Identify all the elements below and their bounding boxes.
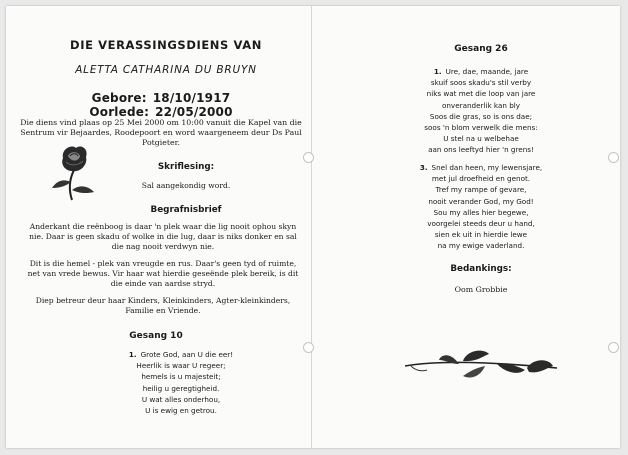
deceased-name: ALETTA CATHARINA DU BRUYN [75, 64, 257, 76]
scripture-heading: Skriflesing: [157, 162, 215, 172]
hymn-26-verse-1 [391, 66, 571, 156]
paragraph-line: Diep betreur deur haar Kinders, Kleinkinders, Agter-kleinkinders, [35, 296, 291, 305]
punch-hole [608, 342, 619, 353]
memorial-pamphlet [6, 6, 620, 448]
intro-line: Potgieter. [142, 138, 180, 147]
verse-line: Sou my alles hier begewe, [433, 207, 529, 217]
scripture-text: Sal aangekondig word. [141, 181, 231, 190]
verse-number: 1. [128, 350, 137, 359]
verse-line: sien ek uit in hierdie lewe [434, 230, 528, 240]
paragraph-line: Dit is die hemel - plek van vreugde en rus. Daar's geen tyd of ruimte, [29, 259, 297, 268]
life-dates [16, 91, 306, 119]
punch-hole [303, 152, 314, 163]
punch-hole [303, 342, 314, 353]
verse-line: Heerlik is waar U regeer; [136, 361, 226, 371]
burial-paragraph [20, 259, 306, 289]
verse-line: Tref my rampe of gevare, [435, 185, 527, 195]
verse-line: 1. Grote God, aan U die eer! [128, 350, 234, 359]
died-date: 22/05/2000 [155, 105, 233, 119]
paragraph-line: Familie en Vriende. [125, 306, 201, 315]
verse-line: heilig u geregtigheid. [142, 383, 220, 393]
verse-line: U wat alles onderhou, [141, 394, 221, 404]
paragraph-line: die einde van aardse stryd. [110, 279, 216, 288]
rose-icon [46, 144, 102, 202]
died-label: Oorlede: [89, 105, 150, 119]
verse-line: met jul droefheid en genot. [431, 174, 531, 184]
verse-line: niks wat met die loop van jare [426, 89, 536, 99]
verse-line: voorgelei steeds deur u hand, [427, 219, 535, 229]
verse-line: aan ons leeftyd hier 'n grens! [428, 145, 534, 155]
intro-line: Sentrum vir Bejaardes, Roodepoort en word waargeneem deur Ds Paul [20, 128, 302, 137]
service-title: DIE VERASSINGSDIENS VAN [70, 38, 262, 52]
born-label: Gebore: [91, 91, 147, 105]
thanks-heading: Bedankings: [450, 264, 512, 274]
verse-line: skuif soos skadu's stil verby [430, 78, 532, 88]
verse-number: 3. [419, 163, 428, 172]
intro-line: Die diens vind plaas op 25 Mei 2000 om 10:00 vanuit die Kapel van die [20, 118, 302, 127]
hymn-26-verse-3 [391, 162, 571, 252]
born-date: 18/10/1917 [152, 91, 231, 105]
punch-hole [608, 152, 619, 163]
verse-line: U is ewig en getrou. [145, 406, 217, 416]
hymn-10-verse [106, 349, 256, 416]
thanks-text: Oom Grobbie [454, 285, 508, 294]
verse-line: U stel na u welbehae [443, 134, 519, 144]
mourners-paragraph [20, 296, 306, 316]
paragraph-line: die nag nooit verdwyn nie. [111, 242, 215, 251]
verse-line: nooit verander God, my God! [428, 196, 534, 206]
verse-line: 1. Ure, dae, maande, jare [433, 67, 529, 76]
hymn-26-title: Gesang 26 [454, 44, 508, 54]
hymn-10-title: Gesang 10 [129, 331, 183, 341]
paragraph-line: nie. Daar is geen skadu of wolke in die lug, daar is niks donker en sal [29, 232, 297, 241]
burial-paragraph [20, 222, 306, 252]
verse-number: 1. [433, 67, 442, 76]
verse-line: hemels is u majesteit; [141, 372, 221, 382]
paragraph-line: Anderkant die reënboog is daar 'n plek waar die lig nooit ophou skyn [29, 222, 297, 231]
paragraph-line: net van vrede bewus. Vir haar wat hierdie geseënde plek bereik, is dit [27, 269, 299, 278]
verse-line: onveranderlik kan bly [441, 100, 521, 110]
verse-line: Soos die gras, so is ons dae; [429, 111, 533, 121]
burial-heading: Begrafnisbrief [150, 205, 222, 215]
page-fold [311, 6, 312, 448]
verse-line: 3. Snel dan heen, my lewensjare, [419, 163, 543, 172]
verse-line: na my ewige vaderland. [437, 241, 525, 251]
verse-line: soos 'n blom verwelk die mens: [424, 123, 538, 133]
leaf-ornament-icon [401, 346, 561, 386]
